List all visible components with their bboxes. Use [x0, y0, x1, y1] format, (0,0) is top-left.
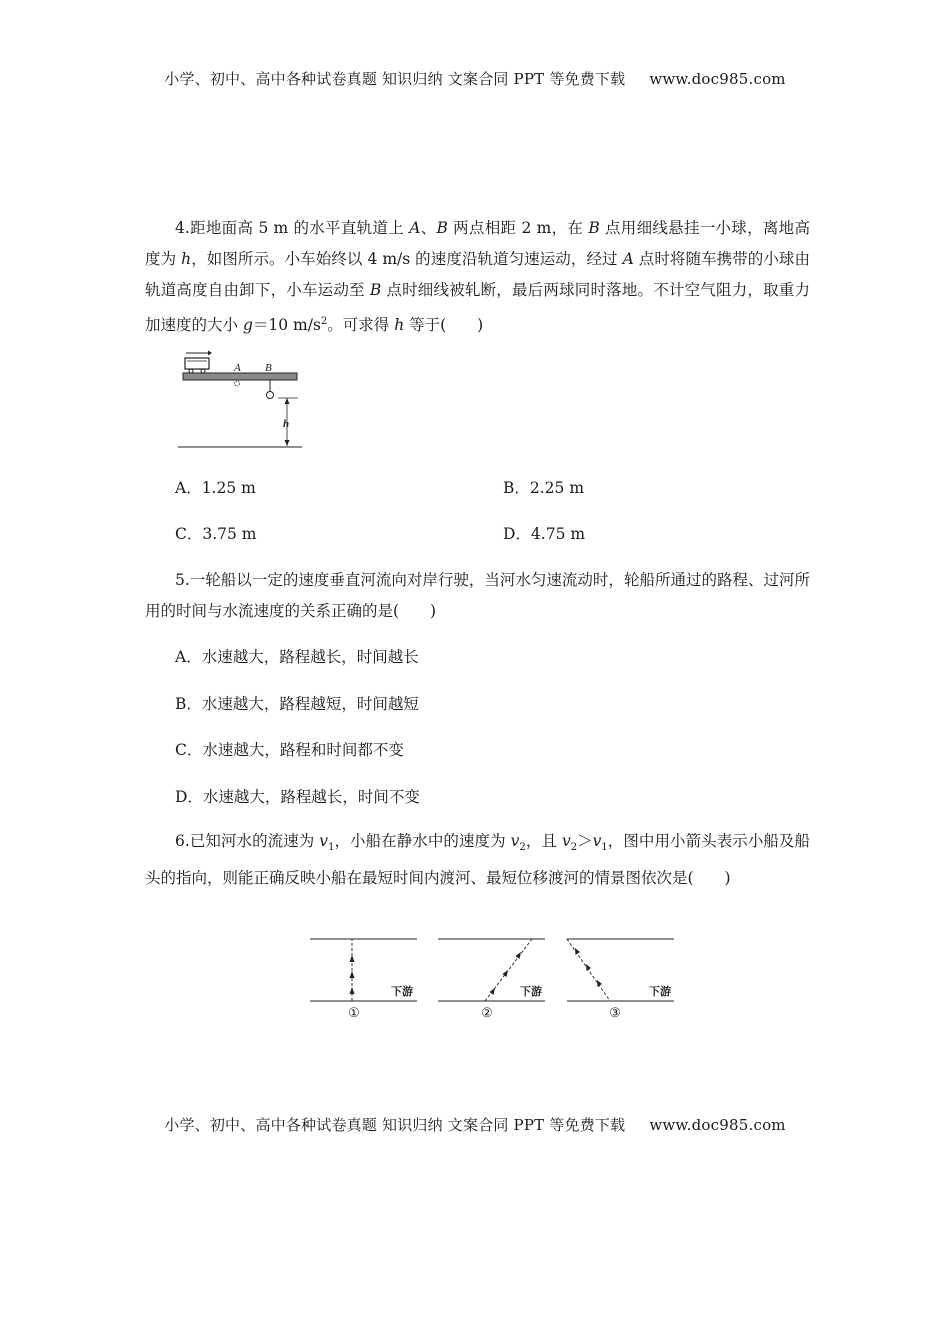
q4-stem: 4.距地面高 5 m 的水平直轨道上 A、B 两点相距 2 m，在 B 点用细线悬挂一小球，离地高度为 h，如图所示。小车始终以 4 m/s 的速度沿轨道匀速运动，经过 A 点时将随车携带的小球由轨道高度自由卸下，小车运动至 B 点时细线被轧断，最后两球同时落地。不计空气阻力，取重力加速度的大小 g＝10 $m/s^2$。可求得 h 等于( ) [145, 219, 810, 335]
figure-label-1: ① [348, 1005, 360, 1020]
label-h: h [283, 418, 290, 430]
label-A: A [234, 362, 241, 374]
q4-option-b[interactable]: B．2.25 m [503, 479, 585, 497]
downstream-label-1: 下游 [391, 986, 413, 998]
downstream-label-2: 下游 [520, 986, 542, 998]
boat-arrow-icon [503, 970, 509, 977]
q5-option-a[interactable]: A．水速越大，路程越长，时间越长 [175, 648, 419, 666]
boat-arrow-icon [516, 952, 522, 959]
label-B: B [265, 362, 272, 374]
path-3 [567, 939, 610, 1001]
boat-arrow-icon [350, 987, 355, 994]
ball-at-A [235, 381, 240, 386]
figure-label-3: ③ [609, 1005, 621, 1020]
q6-figure [305, 930, 680, 1022]
hanging-ball [267, 392, 274, 399]
q4-option-c[interactable]: C．3.75 m [175, 525, 257, 543]
page-header [0, 68, 950, 89]
q5-option-d[interactable]: D．水速越大，路程越长，时间不变 [175, 788, 420, 806]
track-bar [183, 373, 297, 380]
header-site: www.doc985.com [649, 70, 786, 88]
q6-stem: 6.已知河水的流速为 $v_1$，小船在静水中的速度为 $v_2$，且 $v_2>v_1$，图中用小箭头表示小船及船头的指向，则能正确反映小船在最短时间内渡河、最短位移渡河的情景图依次是( ) [145, 832, 810, 888]
boat-arrow-icon [575, 948, 580, 955]
q5-option-c[interactable]: C．水速越大，路程和时间都不变 [175, 741, 404, 759]
q4-figure [170, 348, 310, 454]
figure-label-2: ② [481, 1005, 493, 1020]
q5-option-b[interactable]: B．水速越大，路程越短，时间越短 [175, 695, 419, 713]
cart-icon [185, 351, 212, 374]
boat-arrow-icon [350, 971, 355, 978]
page-footer [0, 1114, 950, 1135]
footer-site: www.doc985.com [649, 1116, 786, 1134]
boat-arrow-icon [490, 988, 496, 995]
q5-stem: 5.一轮船以一定的速度垂直河流向对岸行驶，当河水匀速流动时，轮船所通过的路程、过河所用的时间与水流速度的关系正确的是( ) [145, 571, 810, 620]
q4-option-a[interactable]: A．1.25 m [175, 479, 256, 497]
downstream-label-3: 下游 [649, 986, 671, 998]
q4-option-d[interactable]: D．4.75 m [503, 525, 586, 543]
footer-text: 小学、初中、高中各种试卷真题 知识归纳 文案合同 PPT 等免费下载 [164, 1116, 626, 1134]
boat-arrow-icon [350, 955, 355, 962]
header-text: 小学、初中、高中各种试卷真题 知识归纳 文案合同 PPT 等免费下载 [164, 70, 626, 88]
